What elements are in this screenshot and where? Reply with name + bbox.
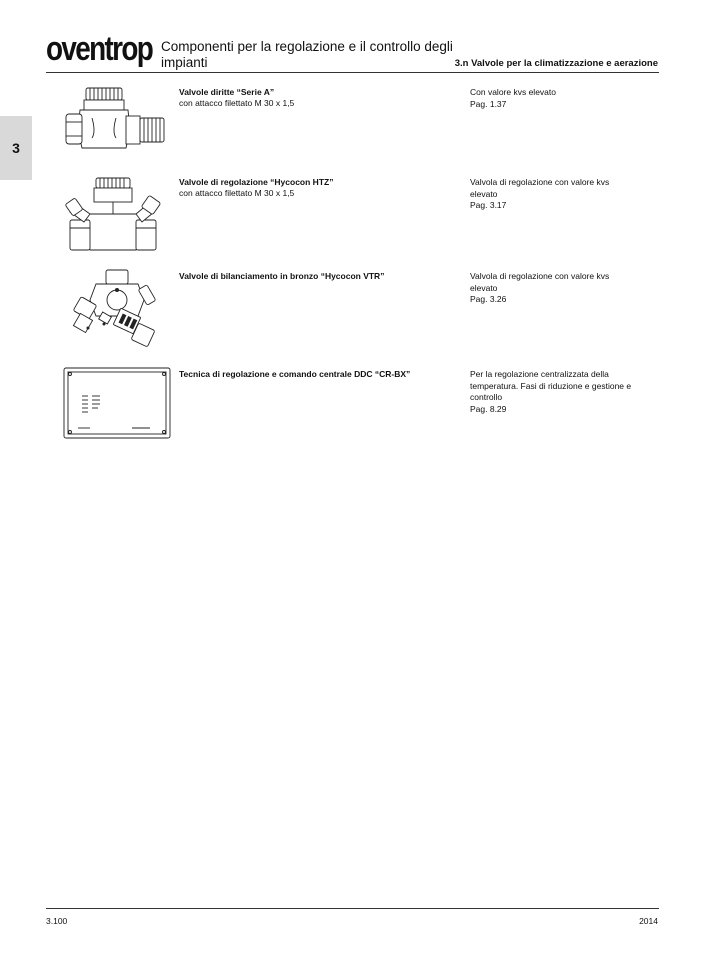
balancing-valve-icon xyxy=(62,266,172,348)
footer-divider xyxy=(46,908,659,909)
page-number: 3.100 xyxy=(46,916,68,926)
brand-logo: oventrop xyxy=(46,30,153,68)
product-title: Valvole di bilanciamento in bronzo “Hycocon VTR” xyxy=(179,271,385,281)
header-divider xyxy=(46,72,659,73)
publication-year: 2014 xyxy=(639,916,658,926)
product-description: Per la regolazione centralizzata della temperatura. Fasi di riduzione e gestione e controllo xyxy=(470,369,632,402)
control-box-icon xyxy=(62,366,172,440)
page-reference: Pag. 3.17 xyxy=(470,200,507,210)
product-title: Valvole diritte “Serie A” xyxy=(179,87,275,97)
product-title: Tecnica di regolazione e comando centrale DDC “CR-BX” xyxy=(179,369,411,379)
page-reference: Pag. 1.37 xyxy=(470,99,507,109)
product-description: Valvola di regolazione con valore kvs elevato xyxy=(470,271,610,293)
product-subtitle: con attacco filettato M 30 x 1,5 xyxy=(179,188,295,198)
straight-valve-icon xyxy=(62,86,172,158)
page-reference: Pag. 8.29 xyxy=(470,404,507,414)
product-description: Valvola di regolazione con valore kvs elevato xyxy=(470,177,610,199)
page-title: Componenti per la regolazione e il controllo degli impianti xyxy=(161,39,453,70)
section-title: 3.n Valvole per la climatizzazione e aerazione xyxy=(454,58,658,69)
product-description: Con valore kvs elevato xyxy=(470,87,556,97)
page-reference: Pag. 3.26 xyxy=(470,294,507,304)
product-title: Valvole di regolazione “Hycocon HTZ” xyxy=(179,177,334,187)
regulating-valve-icon xyxy=(62,174,172,254)
chapter-tab: 3 xyxy=(0,116,32,180)
product-subtitle: con attacco filettato M 30 x 1,5 xyxy=(179,98,295,108)
